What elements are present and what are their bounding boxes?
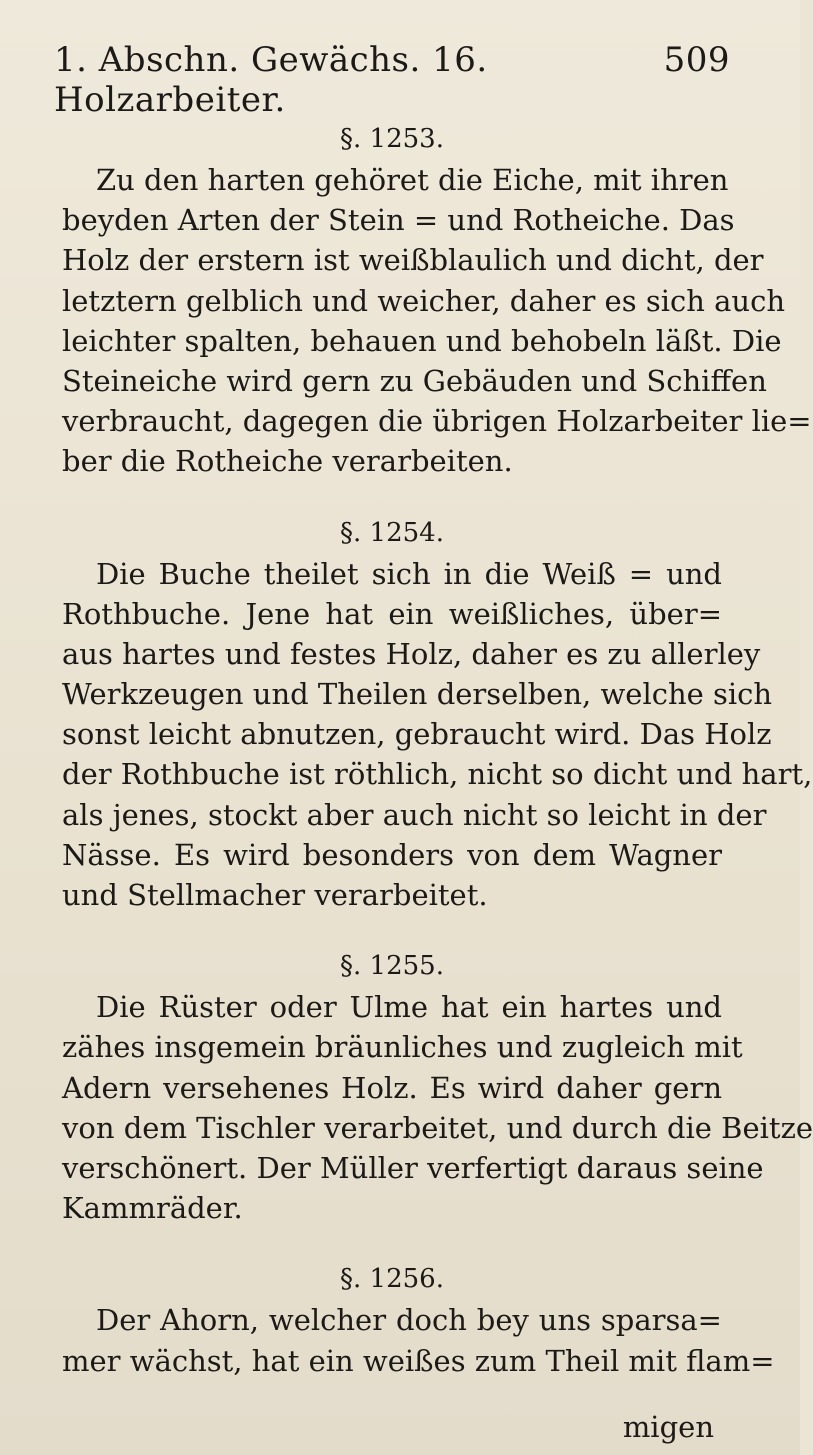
text-line: Holz der erstern ist weißblaulich und dicht, der (62, 243, 764, 278)
text-line: zähes insgemein bräunliches und zugleich mit (62, 1030, 743, 1065)
text-line: beyden Arten der Stein = und Rotheiche. Das (62, 203, 735, 238)
text-line: verschönert. Der Müller verfertigt daraus seine (62, 1150, 764, 1185)
text-line: Adern versehenes Holz. Es wird daher gern (62, 1070, 722, 1105)
text-line: Werkzeugen und Theilen derselben, welche sich (62, 677, 773, 712)
text-line: Nässe. Es wird besonders von dem Wagner (62, 837, 722, 872)
section-number: §. 1253. (340, 124, 444, 154)
text-line: und Stellmacher verarbeitet. (62, 878, 488, 912)
text-line: aus hartes und festes Holz, daher es zu allerley (62, 636, 761, 671)
text-line: von dem Tischler verarbeitet, und durch die Beitze (62, 1110, 813, 1145)
page-number: 509 (663, 40, 730, 80)
text-line: sonst leicht abnutzen, gebraucht wird. Das Holz (62, 717, 772, 752)
text-line: ber die Rotheiche verarbeiten. (62, 444, 513, 479)
section-number: §. 1254. (340, 517, 444, 548)
text-line: Rothbuche. Jene hat ein weißliches, über= (62, 596, 722, 631)
text-line: Kammräder. (62, 1191, 243, 1226)
section-number: §. 1255. (340, 951, 444, 982)
section-number: §. 1256. (340, 1264, 444, 1295)
text-line: Steineiche wird gern zu Gebäuden und Schiffen (62, 363, 767, 398)
catchword: migen (622, 1410, 714, 1444)
text-line: Der Ahorn, welcher doch bey uns sparsa= (96, 1303, 722, 1338)
text-line: der Rothbuche ist röthlich, nicht so dicht und hart, (62, 757, 813, 792)
text-line: mer wächst, hat ein weißes zum Theil mit flam= (62, 1343, 775, 1378)
running-head-title: 1. Abschn. Gewächs. 16. Holzarbeiter. (54, 40, 488, 120)
text-line: verbraucht, dagegen die übrigen Holzarbeiter lie= (62, 404, 812, 439)
body-text (62, 118, 813, 1381)
text-line: letztern gelblich und weicher, daher es sich auch (62, 283, 786, 318)
running-head (54, 40, 730, 120)
text-line: Zu den harten gehöret die Eiche, mit ihren (96, 163, 729, 197)
text-line: leichter spalten, behauen und behobeln läßt. Die (62, 323, 782, 358)
text-line: als jenes, stockt aber auch nicht so leicht in der (62, 797, 767, 832)
text-line: Die Rüster oder Ulme hat ein hartes und (96, 990, 722, 1025)
text-line: Die Buche theilet sich in die Weiß = und (96, 556, 722, 591)
